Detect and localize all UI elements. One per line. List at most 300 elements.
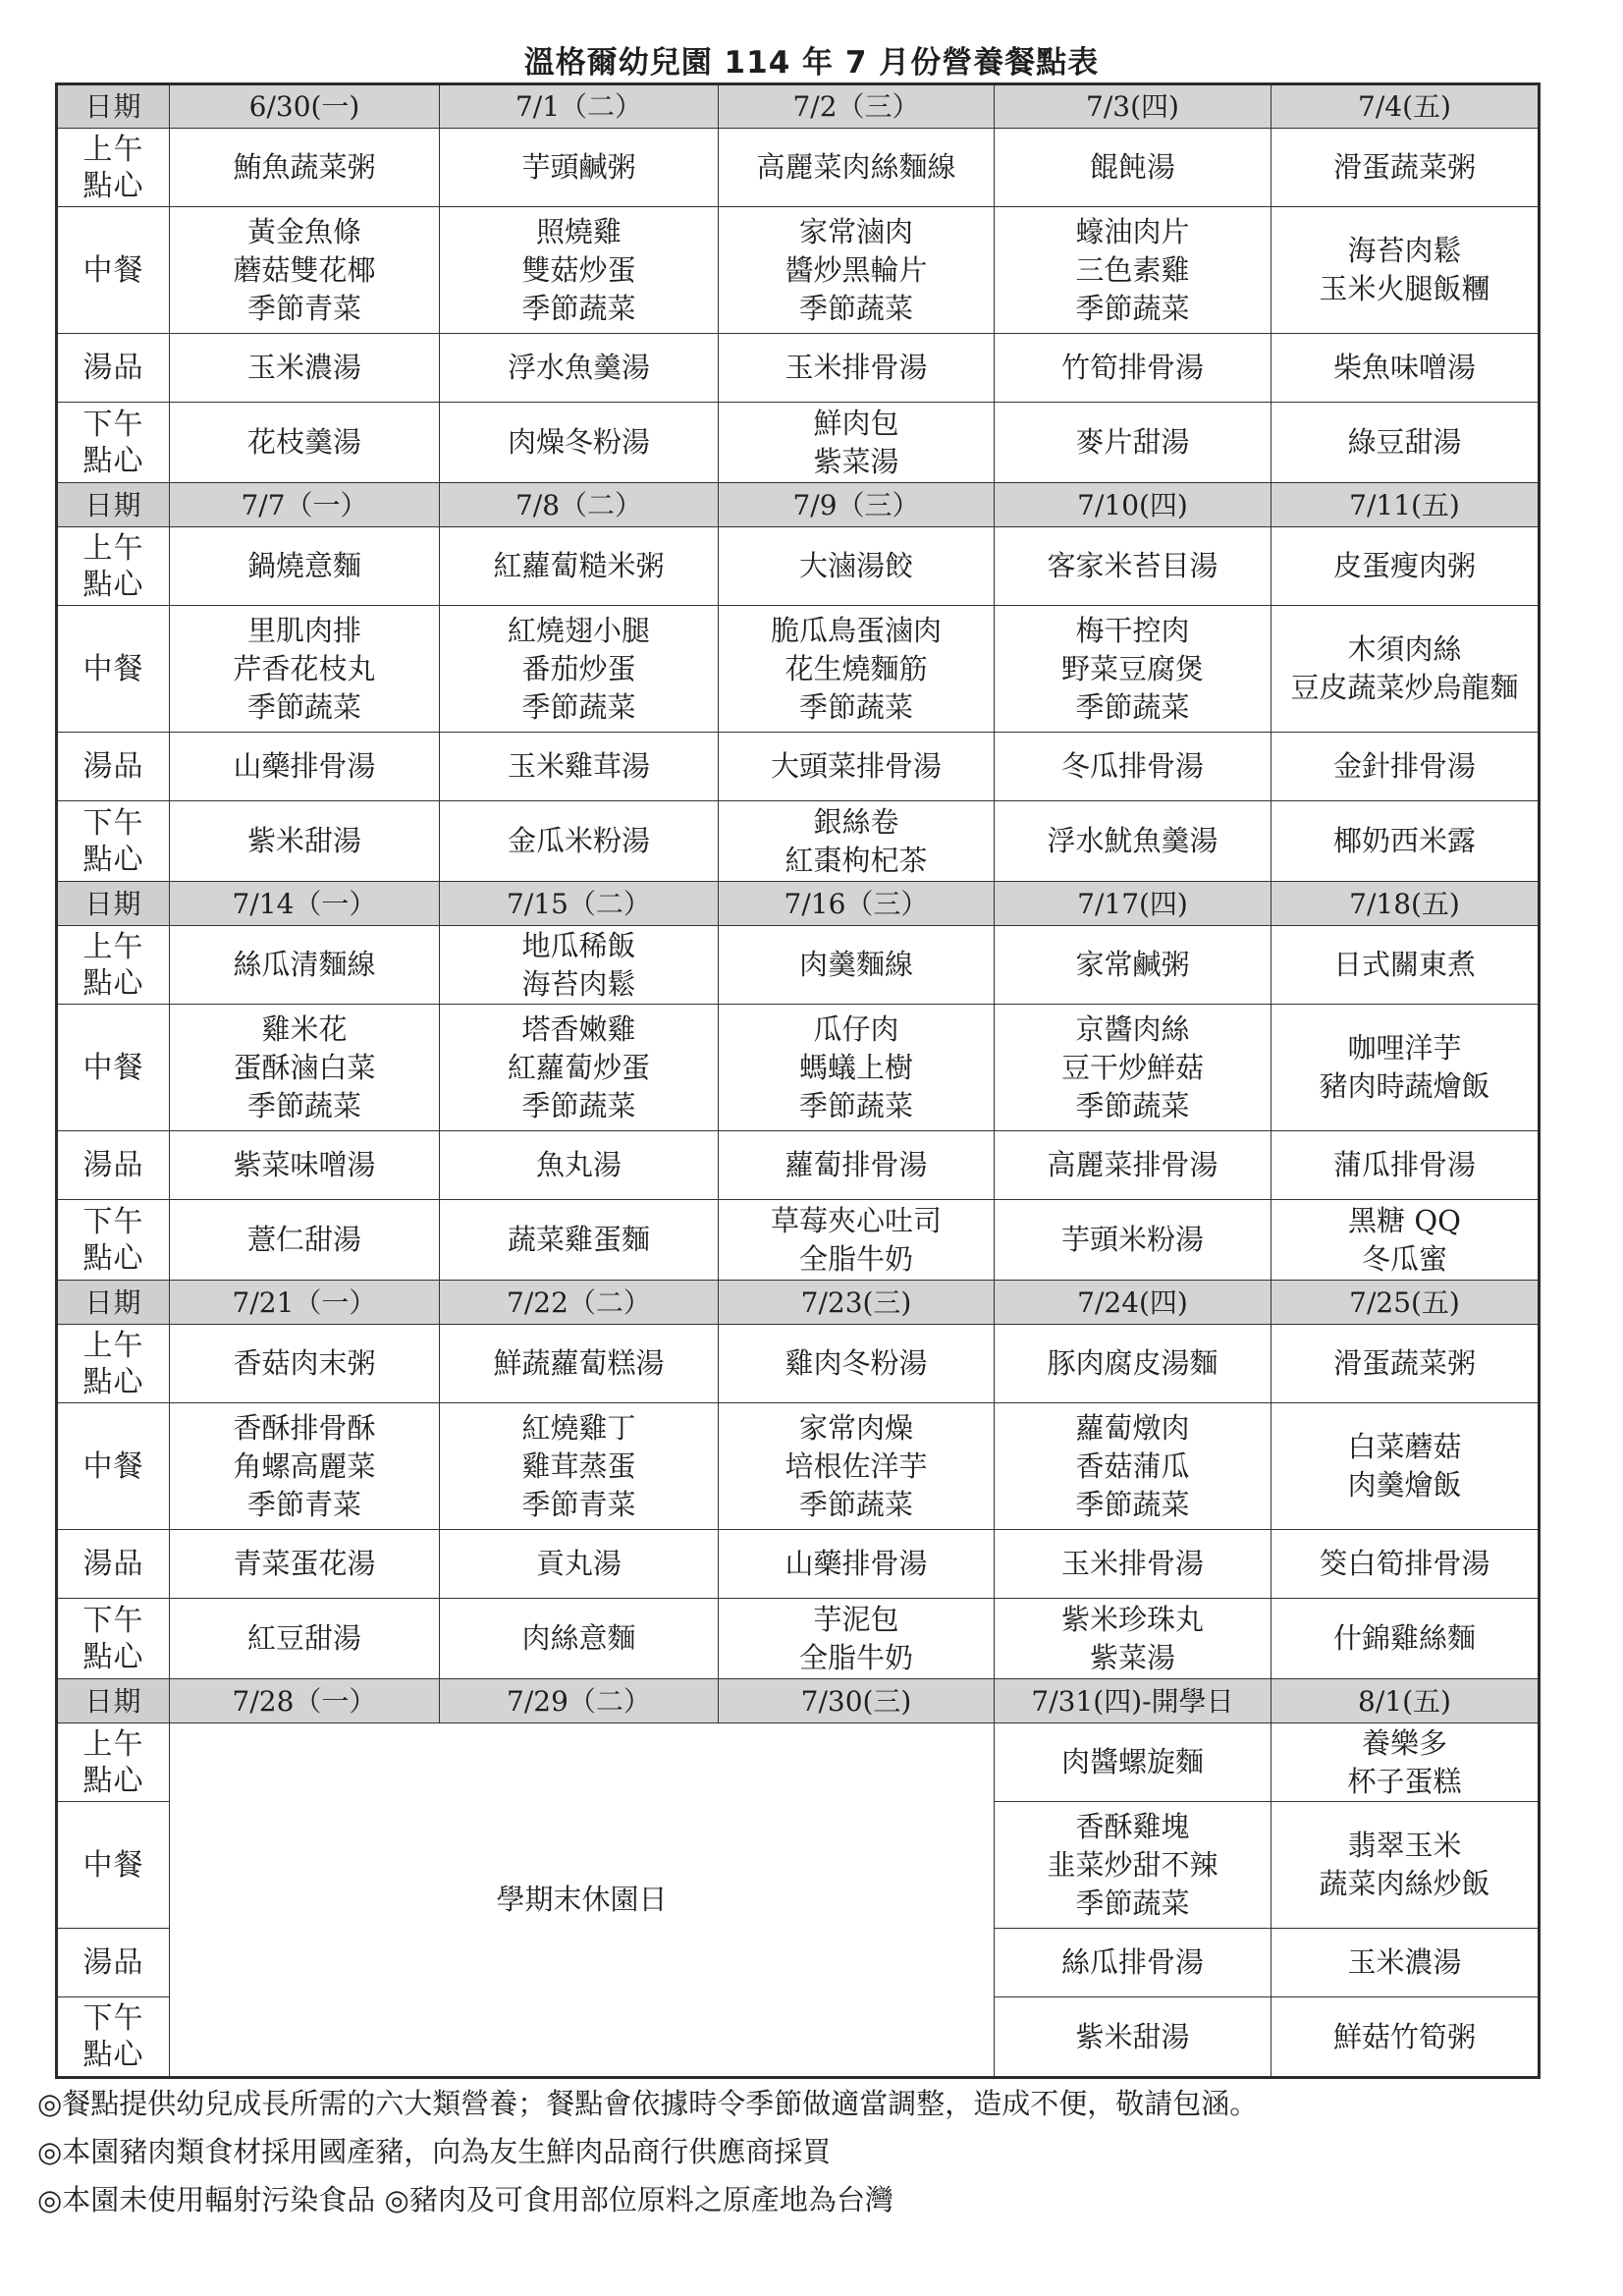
- row-label-date: 日期: [57, 882, 170, 926]
- dish-text: 季節蔬菜: [521, 291, 636, 325]
- lunch-cell: [1271, 606, 1540, 733]
- note-line: ◎餐點提供幼兒成長所需的六大類營養；餐點會依據時令季節做適當調整，造成不便，敬請包涵。: [37, 2087, 1259, 2120]
- dish-text: 草莓夾心吐司: [770, 1203, 942, 1237]
- dish-text: 季節青菜: [521, 1487, 636, 1521]
- dish-text: 紅豆甜湯: [246, 1621, 361, 1655]
- soup-cell: [719, 334, 995, 403]
- row-label-soup: 湯品: [57, 1530, 170, 1599]
- pm-snack-cell: [1271, 801, 1540, 882]
- row-label-line: 下午: [82, 805, 144, 841]
- dish-text: 玉米濃湯: [1347, 1945, 1462, 1979]
- lunch-row: [57, 1403, 1540, 1530]
- dish-text: 香菇肉末粥: [233, 1346, 376, 1380]
- pm-snack-row: [57, 1200, 1540, 1281]
- row-label-line: 點心: [82, 2038, 144, 2072]
- row-label-line: 下午: [82, 1204, 144, 1239]
- dish-text: 絲瓜排骨湯: [1060, 1945, 1204, 1979]
- date-row: [57, 84, 1540, 129]
- pm-snack-cell: [170, 403, 440, 483]
- soup-cell: [719, 1530, 995, 1599]
- lunch-cell: [1271, 1802, 1540, 1929]
- dish-text: 角螺高麗菜: [233, 1449, 376, 1483]
- row-label-lunch: 中餐: [57, 1403, 170, 1530]
- dish-text: 蔬菜雞蛋麵: [507, 1223, 650, 1256]
- dish-text: 瓜仔肉: [813, 1011, 899, 1046]
- dish-text: 紫菜湯: [1089, 1640, 1175, 1674]
- dish-text: 季節蔬菜: [798, 1487, 913, 1521]
- dish-text: 里肌肉排: [246, 613, 361, 647]
- dish-text: 蛋酥滷白菜: [233, 1050, 376, 1084]
- dish-text: 野菜豆腐煲: [1060, 651, 1204, 685]
- dish-text: 地瓜稀飯: [521, 928, 636, 962]
- dish-text: 雙菇炒蛋: [521, 252, 636, 287]
- lunch-cell: [719, 1403, 995, 1530]
- row-label-line: 下午: [82, 2001, 144, 2036]
- dish-text: 麥片甜湯: [1075, 425, 1190, 459]
- soup-cell: [719, 1131, 995, 1200]
- lunch-cell: [1271, 1403, 1540, 1530]
- row-label-line: 點心: [82, 1240, 144, 1276]
- am-snack-cell: [170, 926, 440, 1005]
- soup-cell: [995, 1929, 1271, 1997]
- dish-text: 竹筍排骨湯: [1060, 351, 1204, 384]
- row-label-line: 點心: [82, 1763, 144, 1798]
- dish-text: 花生燒麵筋: [784, 651, 928, 685]
- soup-cell: [995, 334, 1271, 403]
- dish-text: 豚肉腐皮湯麵: [1047, 1346, 1218, 1380]
- dish-text: 鍋燒意麵: [246, 549, 361, 582]
- am-snack-cell: [719, 1325, 995, 1403]
- dish-text: 蘿蔔排骨湯: [784, 1148, 928, 1181]
- pm-snack-cell: [719, 403, 995, 483]
- am-snack-cell: [1271, 1325, 1540, 1403]
- dish-text: 京醬肉絲: [1075, 1011, 1190, 1046]
- dish-text: 紫米甜湯: [246, 824, 361, 857]
- soup-row: [57, 1131, 1540, 1200]
- am-snack-cell: [995, 129, 1271, 207]
- dish-text: 黃金魚條: [246, 214, 361, 248]
- am-snack-cell: [995, 1723, 1271, 1802]
- pm-snack-cell: [440, 403, 719, 483]
- am-snack-cell: [1271, 1723, 1540, 1802]
- lunch-cell: [995, 1802, 1271, 1929]
- date-cell: 6/30(一): [170, 84, 440, 129]
- lunch-row: [57, 207, 1540, 334]
- date-cell: 7/10(四): [995, 483, 1271, 527]
- row-label-line: 下午: [82, 407, 144, 442]
- lunch-cell: [170, 1005, 440, 1131]
- dish-text: 滑蛋蔬菜粥: [1332, 1346, 1476, 1380]
- dish-text: 紫菜湯: [813, 444, 899, 478]
- dish-text: 豬肉時蔬燴飯: [1319, 1069, 1490, 1103]
- dish-text: 全脂牛奶: [798, 1640, 913, 1674]
- date-cell: 7/24(四): [995, 1281, 1271, 1325]
- date-cell: 7/15（二）: [440, 882, 719, 926]
- soup-cell: [1271, 733, 1540, 801]
- dish-text: 高麗菜排骨湯: [1047, 1148, 1218, 1181]
- dish-text: 翡翠玉米: [1347, 1829, 1462, 1862]
- dish-text: 鮪魚蔬菜粥: [233, 150, 376, 184]
- am-snack-cell: [995, 926, 1271, 1005]
- dish-text: 螞蟻上樹: [798, 1050, 913, 1084]
- dish-text: 滑蛋蔬菜粥: [1332, 150, 1476, 184]
- am-snack-cell: [440, 926, 719, 1005]
- row-label-lunch: 中餐: [57, 1802, 170, 1929]
- dish-text: 魚丸湯: [535, 1148, 622, 1181]
- am-snack-row: [57, 527, 1540, 606]
- pm-snack-cell: [1271, 1599, 1540, 1679]
- dish-text: 皮蛋瘦肉粥: [1332, 549, 1476, 582]
- lunch-cell: [440, 1005, 719, 1131]
- dish-text: 紅棗枸杞茶: [784, 843, 928, 877]
- row-label-soup: 湯品: [57, 1131, 170, 1200]
- lunch-cell: [995, 1005, 1271, 1131]
- soup-cell: [1271, 1131, 1540, 1200]
- row-label-pm-snack: [57, 1599, 170, 1679]
- lunch-cell: [719, 1005, 995, 1131]
- dish-text: 黑糖 QQ: [1348, 1203, 1461, 1237]
- row-label-soup: 湯品: [57, 334, 170, 403]
- dish-text: 季節蔬菜: [521, 689, 636, 724]
- soup-cell: [995, 1530, 1271, 1599]
- dish-text: 季節蔬菜: [798, 291, 913, 325]
- dish-text: 紅蘿蔔糙米粥: [493, 549, 665, 582]
- dish-text: 杯子蛋糕: [1347, 1764, 1462, 1798]
- pm-snack-cell: [170, 1599, 440, 1679]
- row-label-line: 下午: [82, 1603, 144, 1638]
- pm-snack-cell: [995, 1997, 1271, 2078]
- note-line: ◎本園豬肉類食材採用國產豬，向為友生鮮肉品商行供應商採買: [37, 2135, 832, 2168]
- dish-text: 蘿蔔燉肉: [1075, 1410, 1190, 1445]
- dish-text: 芋頭米粉湯: [1060, 1223, 1204, 1256]
- date-row: [57, 1281, 1540, 1325]
- dish-text: 豆皮蔬菜炒烏龍麵: [1290, 671, 1519, 704]
- pm-snack-cell: [719, 1599, 995, 1679]
- dish-text: 家常鹹粥: [1075, 948, 1190, 981]
- date-cell: 7/4(五): [1271, 84, 1540, 129]
- date-cell: 7/25(五): [1271, 1281, 1540, 1325]
- dish-text: 季節蔬菜: [1075, 1088, 1190, 1122]
- date-cell: 7/9（三）: [719, 483, 995, 527]
- dish-text: 蔬菜肉絲炒飯: [1319, 1867, 1490, 1900]
- soup-cell: [1271, 334, 1540, 403]
- soup-cell: [440, 334, 719, 403]
- lunch-cell: [719, 606, 995, 733]
- am-snack-cell: [440, 129, 719, 207]
- dish-text: 紅燒雞丁: [521, 1410, 636, 1445]
- dish-text: 白菜蘑菇: [1347, 1430, 1462, 1463]
- row-label-pm-snack: [57, 1997, 170, 2078]
- soup-cell: [170, 1530, 440, 1599]
- dish-text: 雞米花: [261, 1011, 348, 1046]
- dish-text: 金針排骨湯: [1332, 749, 1476, 783]
- row-label-am-snack: [57, 926, 170, 1005]
- row-label-line: 點心: [82, 842, 144, 877]
- dish-text: 雞肉冬粉湯: [784, 1346, 928, 1380]
- pm-snack-row: [57, 403, 1540, 483]
- page-title: 溫格爾幼兒園 114 年 7 月份營養餐點表: [523, 45, 1100, 81]
- lunch-row: [57, 606, 1540, 733]
- row-label-line: 點心: [82, 1364, 144, 1399]
- am-snack-row: [57, 129, 1540, 207]
- dish-text: 蠔油肉片: [1075, 214, 1190, 248]
- dish-text: 肉羹燴飯: [1347, 1468, 1462, 1502]
- dish-text: 雞茸蒸蛋: [521, 1449, 636, 1483]
- dish-text: 醬炒黑輪片: [784, 252, 928, 287]
- dish-text: 鮮肉包: [813, 406, 899, 440]
- date-cell: 7/23(三): [719, 1281, 995, 1325]
- date-cell: 7/22（二）: [440, 1281, 719, 1325]
- dish-text: 蘑菇雙花椰: [233, 252, 376, 287]
- am-snack-cell: [719, 926, 995, 1005]
- dish-text: 銀絲卷: [813, 804, 899, 839]
- row-label-date: 日期: [57, 1679, 170, 1723]
- row-label-lunch: 中餐: [57, 207, 170, 334]
- dish-text: 金瓜米粉湯: [507, 824, 650, 857]
- dish-text: 浮水魷魚羹湯: [1047, 824, 1218, 857]
- dish-text: 鮮蔬蘿蔔糕湯: [493, 1346, 665, 1380]
- dish-text: 高麗菜肉絲麵線: [756, 150, 956, 184]
- date-cell: 8/1(五): [1271, 1679, 1540, 1723]
- lunch-cell: [440, 1403, 719, 1530]
- dish-text: 季節蔬菜: [798, 689, 913, 724]
- row-label-pm-snack: [57, 801, 170, 882]
- row-label-line: 點心: [82, 1639, 144, 1674]
- note-line: ◎本園未使用輻射污染食品 ◎豬肉及可食用部位原料之原產地為台灣: [37, 2183, 893, 2216]
- pm-snack-cell: [440, 1200, 719, 1281]
- row-label-line: 點心: [82, 567, 144, 602]
- notes: [37, 2080, 1258, 2224]
- dish-text: 香酥排骨酥: [233, 1410, 376, 1445]
- am-snack-cell: [170, 527, 440, 606]
- row-label-am-snack: [57, 1325, 170, 1403]
- soup-cell: [995, 733, 1271, 801]
- row-label-date: 日期: [57, 84, 170, 129]
- dish-text: 肉燥冬粉湯: [507, 425, 650, 459]
- date-cell: 7/7（一）: [170, 483, 440, 527]
- am-snack-cell: [170, 1325, 440, 1403]
- pm-snack-cell: [440, 801, 719, 882]
- dish-text: 季節蔬菜: [246, 689, 361, 724]
- dish-text: 筊白筍排骨湯: [1319, 1547, 1490, 1580]
- dish-text: 餛飩湯: [1089, 150, 1175, 184]
- dish-text: 香菇蒲瓜: [1075, 1449, 1190, 1483]
- pm-snack-cell: [719, 1200, 995, 1281]
- pm-snack-cell: [170, 801, 440, 882]
- dish-text: 紅蘿蔔炒蛋: [507, 1050, 650, 1084]
- row-label-lunch: 中餐: [57, 1005, 170, 1131]
- dish-text: 芹香花枝丸: [233, 651, 376, 685]
- dish-text: 海苔肉鬆: [521, 966, 636, 1001]
- dish-text: 季節蔬菜: [246, 1088, 361, 1122]
- dish-text: 椰奶西米露: [1332, 824, 1476, 857]
- date-cell: 7/18(五): [1271, 882, 1540, 926]
- soup-row: [57, 334, 1540, 403]
- dish-text: 鮮菇竹筍粥: [1332, 2019, 1476, 2053]
- dish-text: 韭菜炒甜不辣: [1047, 1847, 1218, 1882]
- dish-text: 日式關東煮: [1332, 948, 1476, 981]
- dish-text: 季節蔬菜: [521, 1088, 636, 1122]
- row-label-date: 日期: [57, 483, 170, 527]
- lunch-cell: [1271, 207, 1540, 334]
- dish-text: 季節蔬菜: [1075, 689, 1190, 724]
- lunch-cell: [995, 207, 1271, 334]
- dish-text: 玉米排骨湯: [1060, 1547, 1204, 1580]
- dish-text: 肉醬螺旋麵: [1060, 1745, 1204, 1778]
- dish-text: 番茄炒蛋: [521, 651, 636, 685]
- lunch-cell: [995, 1403, 1271, 1530]
- row-label-lunch: 中餐: [57, 606, 170, 733]
- lunch-cell: [440, 207, 719, 334]
- dish-text: 青菜蛋花湯: [233, 1547, 376, 1580]
- dish-text: 咖哩洋芋: [1347, 1031, 1462, 1065]
- soup-cell: [440, 1131, 719, 1200]
- date-row: [57, 1679, 1540, 1723]
- dish-text: 絲瓜清麵線: [233, 948, 376, 981]
- date-cell: 7/31(四)-開學日: [995, 1679, 1271, 1723]
- dish-text: 大頭菜排骨湯: [770, 749, 942, 783]
- date-cell: 7/17(四): [995, 882, 1271, 926]
- dish-text: 季節蔬菜: [1075, 291, 1190, 325]
- dish-text: 大滷湯餃: [798, 549, 913, 582]
- pm-snack-cell: [995, 801, 1271, 882]
- lunch-row: [57, 1005, 1540, 1131]
- row-label-line: 點心: [82, 443, 144, 478]
- closed-notice: 學期末休園日: [170, 1723, 995, 2078]
- dish-text: 培根佐洋芋: [784, 1449, 928, 1483]
- dish-text: 綠豆甜湯: [1347, 425, 1462, 459]
- dish-text: 照燒雞: [535, 214, 622, 248]
- lunch-cell: [170, 606, 440, 733]
- date-cell: 7/30(三): [719, 1679, 995, 1723]
- dish-text: 全脂牛奶: [798, 1241, 913, 1276]
- pm-snack-cell: [719, 801, 995, 882]
- dish-text: 山藥排骨湯: [233, 749, 376, 783]
- dish-text: 肉羹麵線: [798, 948, 913, 981]
- row-label-soup: 湯品: [57, 1929, 170, 1997]
- pm-snack-cell: [1271, 403, 1540, 483]
- pm-snack-cell: [995, 1599, 1271, 1679]
- date-cell: 7/3(四): [995, 84, 1271, 129]
- lunch-cell: [995, 606, 1271, 733]
- am-snack-cell: [995, 1325, 1271, 1403]
- pm-snack-cell: [1271, 1200, 1540, 1281]
- pm-snack-row: [57, 1599, 1540, 1679]
- row-label-date: 日期: [57, 1281, 170, 1325]
- date-cell: 7/14（一）: [170, 882, 440, 926]
- row-label-pm-snack: [57, 403, 170, 483]
- row-label-line: 上午: [82, 1726, 144, 1762]
- soup-cell: [440, 733, 719, 801]
- dish-text: 蒲瓜排骨湯: [1332, 1148, 1476, 1181]
- pm-snack-row: [57, 801, 1540, 882]
- row-label-line: 上午: [82, 1328, 144, 1363]
- soup-cell: [170, 1131, 440, 1200]
- row-label-line: 上午: [82, 132, 144, 167]
- dish-text: 養樂多: [1361, 1725, 1447, 1760]
- dish-text: 玉米火腿飯糰: [1319, 272, 1490, 305]
- dish-text: 玉米濃湯: [246, 351, 361, 384]
- dish-text: 豆干炒鮮菇: [1060, 1050, 1204, 1084]
- soup-row: [57, 1530, 1540, 1599]
- pm-snack-cell: [995, 403, 1271, 483]
- dish-text: 花枝羹湯: [246, 425, 361, 459]
- row-label-am-snack: [57, 129, 170, 207]
- date-cell: 7/11(五): [1271, 483, 1540, 527]
- dish-text: 客家米苔目湯: [1047, 549, 1218, 582]
- dish-text: 紫米甜湯: [1075, 2019, 1190, 2053]
- row-label-line: 點心: [82, 965, 144, 1001]
- lunch-cell: [1271, 1005, 1540, 1131]
- dish-text: 芋頭鹹粥: [521, 150, 636, 184]
- dish-text: 紫菜味噌湯: [233, 1148, 376, 1181]
- dish-text: 季節蔬菜: [798, 1088, 913, 1122]
- dish-text: 冬瓜蜜: [1361, 1241, 1447, 1276]
- dish-text: 海苔肉鬆: [1347, 234, 1462, 267]
- dish-text: 浮水魚羹湯: [507, 351, 650, 384]
- row-label-soup: 湯品: [57, 733, 170, 801]
- dish-text: 芋泥包: [813, 1602, 899, 1636]
- dish-text: 家常肉燥: [798, 1410, 913, 1445]
- dish-text: 家常滷肉: [798, 214, 913, 248]
- date-cell: 7/29（二）: [440, 1679, 719, 1723]
- dish-text: 香酥雞塊: [1075, 1809, 1190, 1843]
- pm-snack-cell: [1271, 1997, 1540, 2078]
- menu-table: [55, 82, 1541, 2079]
- am-snack-row: [57, 1723, 1540, 1802]
- am-snack-cell: [440, 527, 719, 606]
- date-row: [57, 882, 1540, 926]
- date-cell: 7/2（三）: [719, 84, 995, 129]
- date-cell: 7/16（三）: [719, 882, 995, 926]
- am-snack-cell: [1271, 926, 1540, 1005]
- dish-text: 紅燒翅小腿: [507, 613, 650, 647]
- lunch-cell: [719, 207, 995, 334]
- row-label-line: 上午: [82, 530, 144, 566]
- row-label-pm-snack: [57, 1200, 170, 1281]
- am-snack-row: [57, 1325, 1540, 1403]
- soup-cell: [440, 1530, 719, 1599]
- row-label-am-snack: [57, 1723, 170, 1802]
- date-cell: 7/28（一）: [170, 1679, 440, 1723]
- lunch-cell: [440, 606, 719, 733]
- dish-text: 玉米雞茸湯: [507, 749, 650, 783]
- am-snack-cell: [719, 527, 995, 606]
- dish-text: 薏仁甜湯: [246, 1223, 361, 1256]
- dish-text: 肉絲意麵: [521, 1621, 636, 1655]
- date-row: [57, 483, 1540, 527]
- dish-text: 三色素雞: [1075, 252, 1190, 287]
- soup-cell: [1271, 1530, 1540, 1599]
- row-label-line: 上午: [82, 929, 144, 964]
- dish-text: 紫米珍珠丸: [1060, 1602, 1204, 1636]
- date-cell: 7/8（二）: [440, 483, 719, 527]
- dish-text: 玉米排骨湯: [784, 351, 928, 384]
- am-snack-cell: [1271, 129, 1540, 207]
- pm-snack-cell: [170, 1200, 440, 1281]
- dish-text: 柴魚味噌湯: [1332, 351, 1476, 384]
- dish-text: 脆瓜鳥蛋滷肉: [770, 613, 942, 647]
- date-cell: 7/21（一）: [170, 1281, 440, 1325]
- am-snack-cell: [1271, 527, 1540, 606]
- dish-text: 季節青菜: [246, 1487, 361, 1521]
- am-snack-cell: [719, 129, 995, 207]
- am-snack-cell: [170, 129, 440, 207]
- dish-text: 塔香嫩雞: [521, 1011, 636, 1046]
- date-cell: 7/1（二）: [440, 84, 719, 129]
- soup-cell: [170, 733, 440, 801]
- lunch-cell: [170, 1403, 440, 1530]
